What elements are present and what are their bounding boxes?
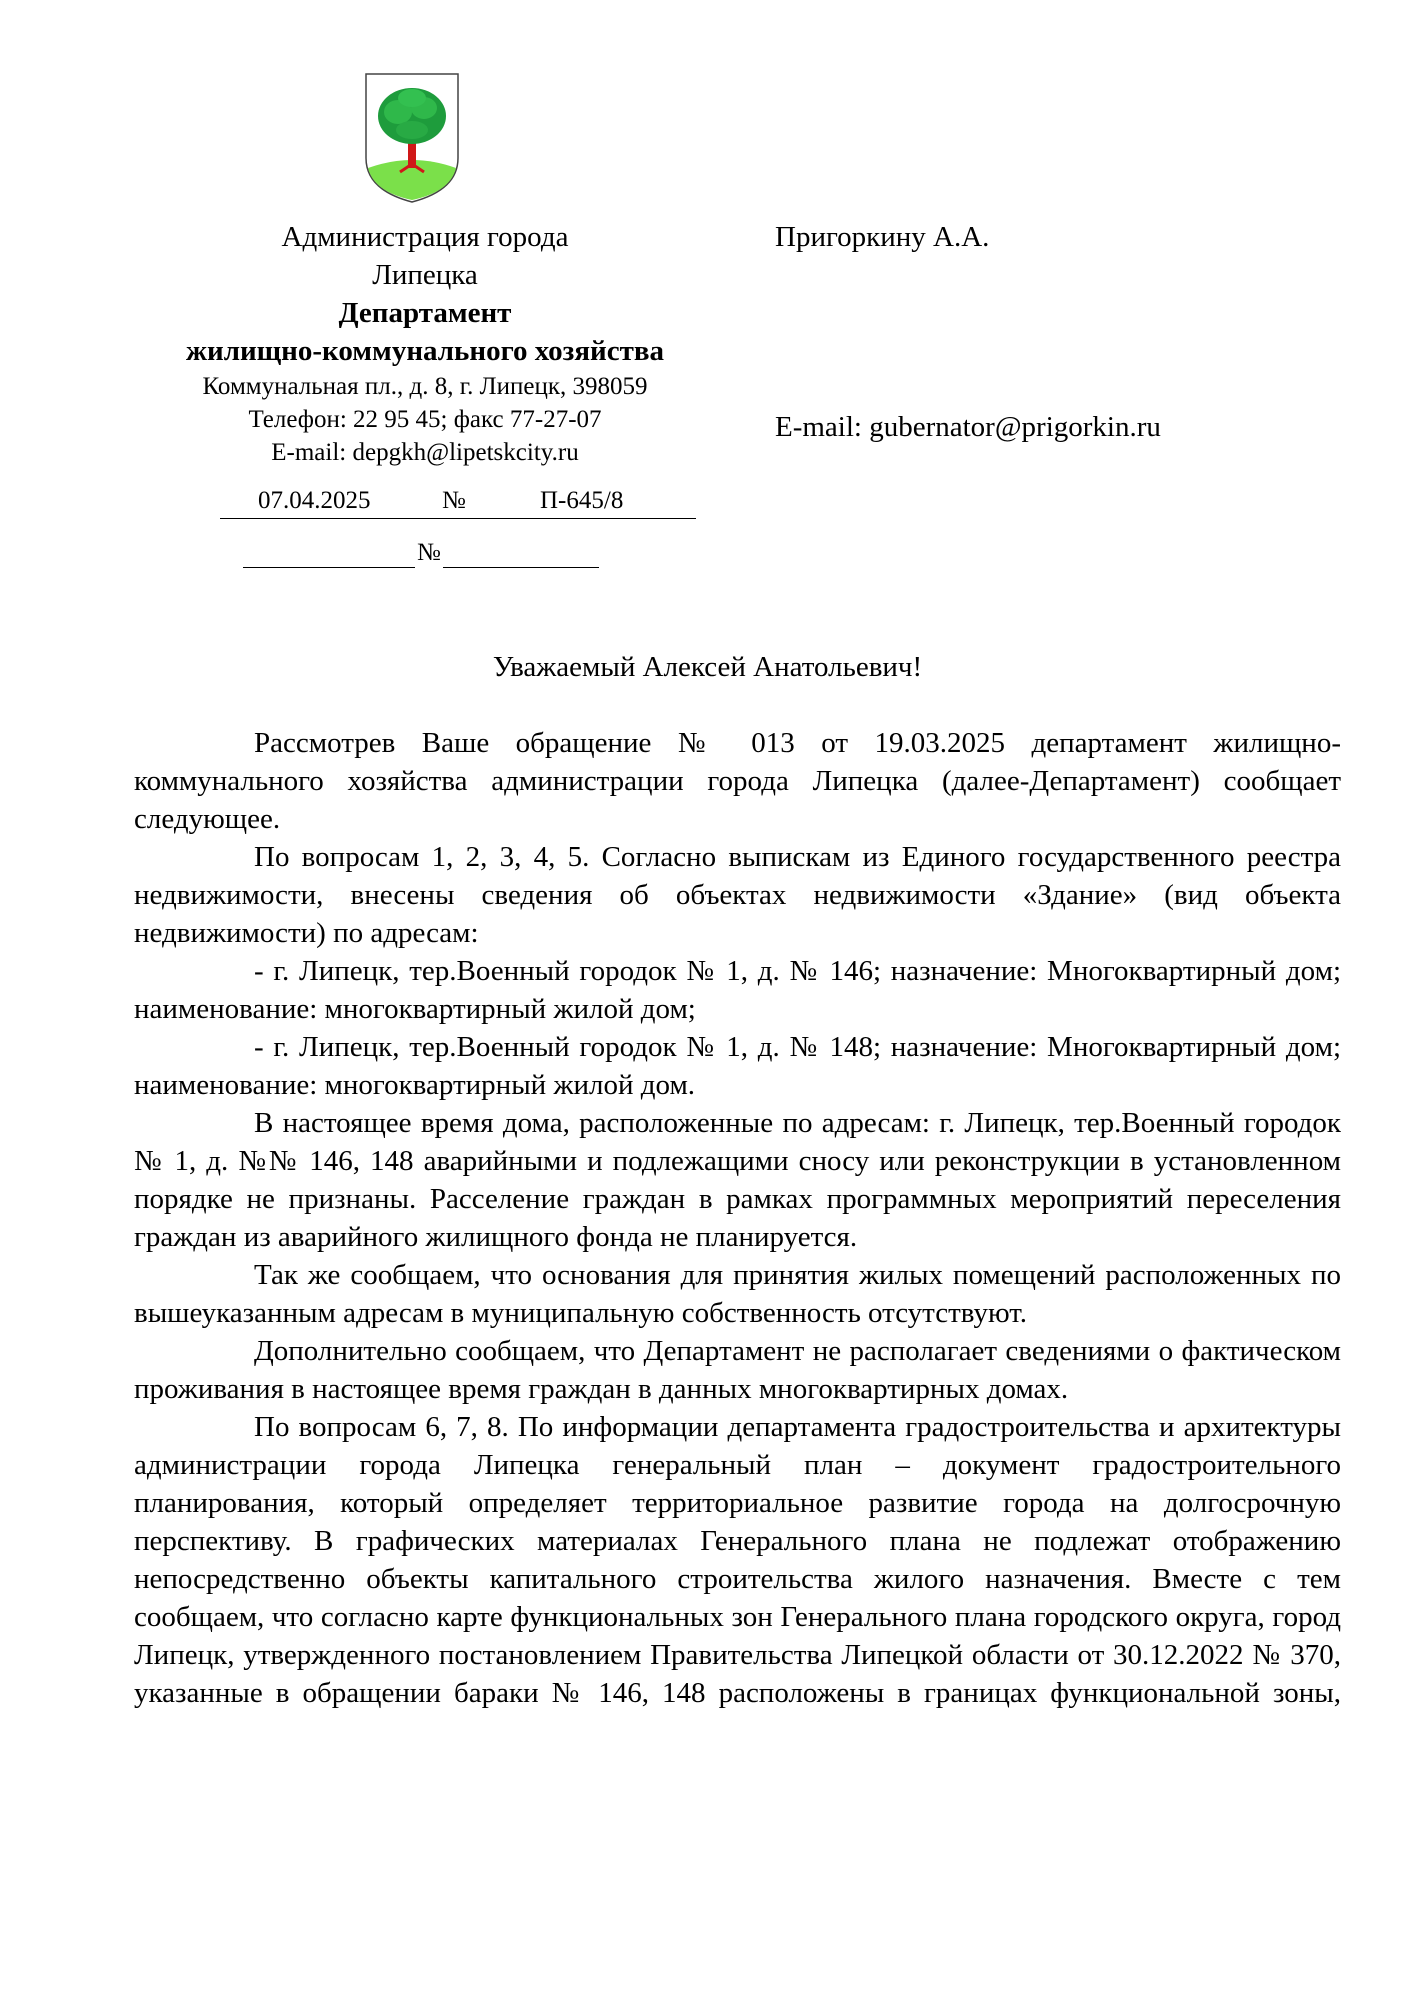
ref-no-sign: № <box>417 539 441 566</box>
paragraph-intro: Рассмотрев Ваше обращение № 013 от 19.03.2025 департамент жилищно-коммунального хозяйства администрации города Липецка (далее-Департамент) сообщает следующее. <box>134 727 1341 835</box>
paragraph-municipal-ownership: Так же сообщаем, что основания для принятия жилых помещений расположенных по вышеуказанным адресам в муниципальную собственность отсутствуют. <box>134 1259 1341 1329</box>
dept-address: Коммунальная пл., д. 8, г. Липецк, 398059 <box>202 373 648 400</box>
paragraph-address-146: - г. Липецк, тер.Военный городок № 1, д. № 146; назначение: Многоквартирный дом; наименование: многоквартирный жилой дом; <box>134 955 1341 1025</box>
reg-no-sign: № <box>442 487 466 514</box>
reference-line <box>243 536 599 570</box>
dept-name-line2: жилищно-коммунального хозяйства <box>185 335 665 367</box>
sender-block <box>130 218 720 469</box>
recipient-name: Пригоркину А.А. <box>775 221 990 253</box>
greeting: Уважаемый Алексей Анатольевич! <box>492 651 923 683</box>
reg-date: 07.04.2025 <box>258 487 371 514</box>
coat-of-arms-emblem <box>362 72 462 204</box>
dept-name-line1: Департамент <box>338 297 512 329</box>
paragraph-questions-6-8: По вопросам 6, 7, 8. По информации департамента градостроительства и архитектуры администрации города Липецка генеральный план – документ градостроительного планирования, который определяет территориальное развитие города на долгосрочную перспективу. В графических материалах Генерального плана не подлежат отображению непосредственно объекты капитального строительства жилого назначения. Вместе с тем сообщаем, что согласно карте функциональных зон Генерального плана городского округа, город Липецк, утвержденного постановлением Правительства Липецкой области от 30.12.2022 № 370, указанные в обращении бараки № 146, 148 расположены в границах функциональной зоны, <box>134 1411 1341 1709</box>
org-name-line1: Администрация города <box>281 221 569 253</box>
paragraph-address-148: - г. Липецк, тер.Военный городок № 1, д. № 148; назначение: Многоквартирный дом; наименование: многоквартирный жилой дом. <box>134 1031 1341 1101</box>
registration-line <box>220 484 696 519</box>
dept-phone: Телефон: 22 95 45; факс 77-27-07 <box>248 406 602 433</box>
reg-number: П-645/8 <box>540 487 624 514</box>
letter-body <box>134 724 1341 1712</box>
paragraph-current-status: В настоящее время дома, расположенные по адресам: г. Липецк, тер.Военный городок № 1, д. №№ 146, 148 аварийными и подлежащими сносу или реконструкции в установленном порядке не признаны. Расселение граждан в рамках программных мероприятий переселения граждан из аварийного жилищного фонда не планируется. <box>134 1107 1341 1253</box>
paragraph-residence-info: Дополнительно сообщаем, что Департамент не располагает сведениями о фактическом проживания в настоящее время граждан в данных многоквартирных домах. <box>134 1335 1341 1405</box>
paragraph-questions-1-5: По вопросам 1, 2, 3, 4, 5. Согласно выпискам из Единого государственного реестра недвижимости, внесены сведения об объектах недвижимости «Здание» (вид объекта недвижимости) по адресам: <box>134 841 1341 949</box>
recipient-email: E-mail: gubernator@prigorkin.ru <box>775 411 1161 443</box>
org-name-line2: Липецка <box>372 259 478 291</box>
dept-email: E-mail: depgkh@lipetskcity.ru <box>271 439 579 466</box>
